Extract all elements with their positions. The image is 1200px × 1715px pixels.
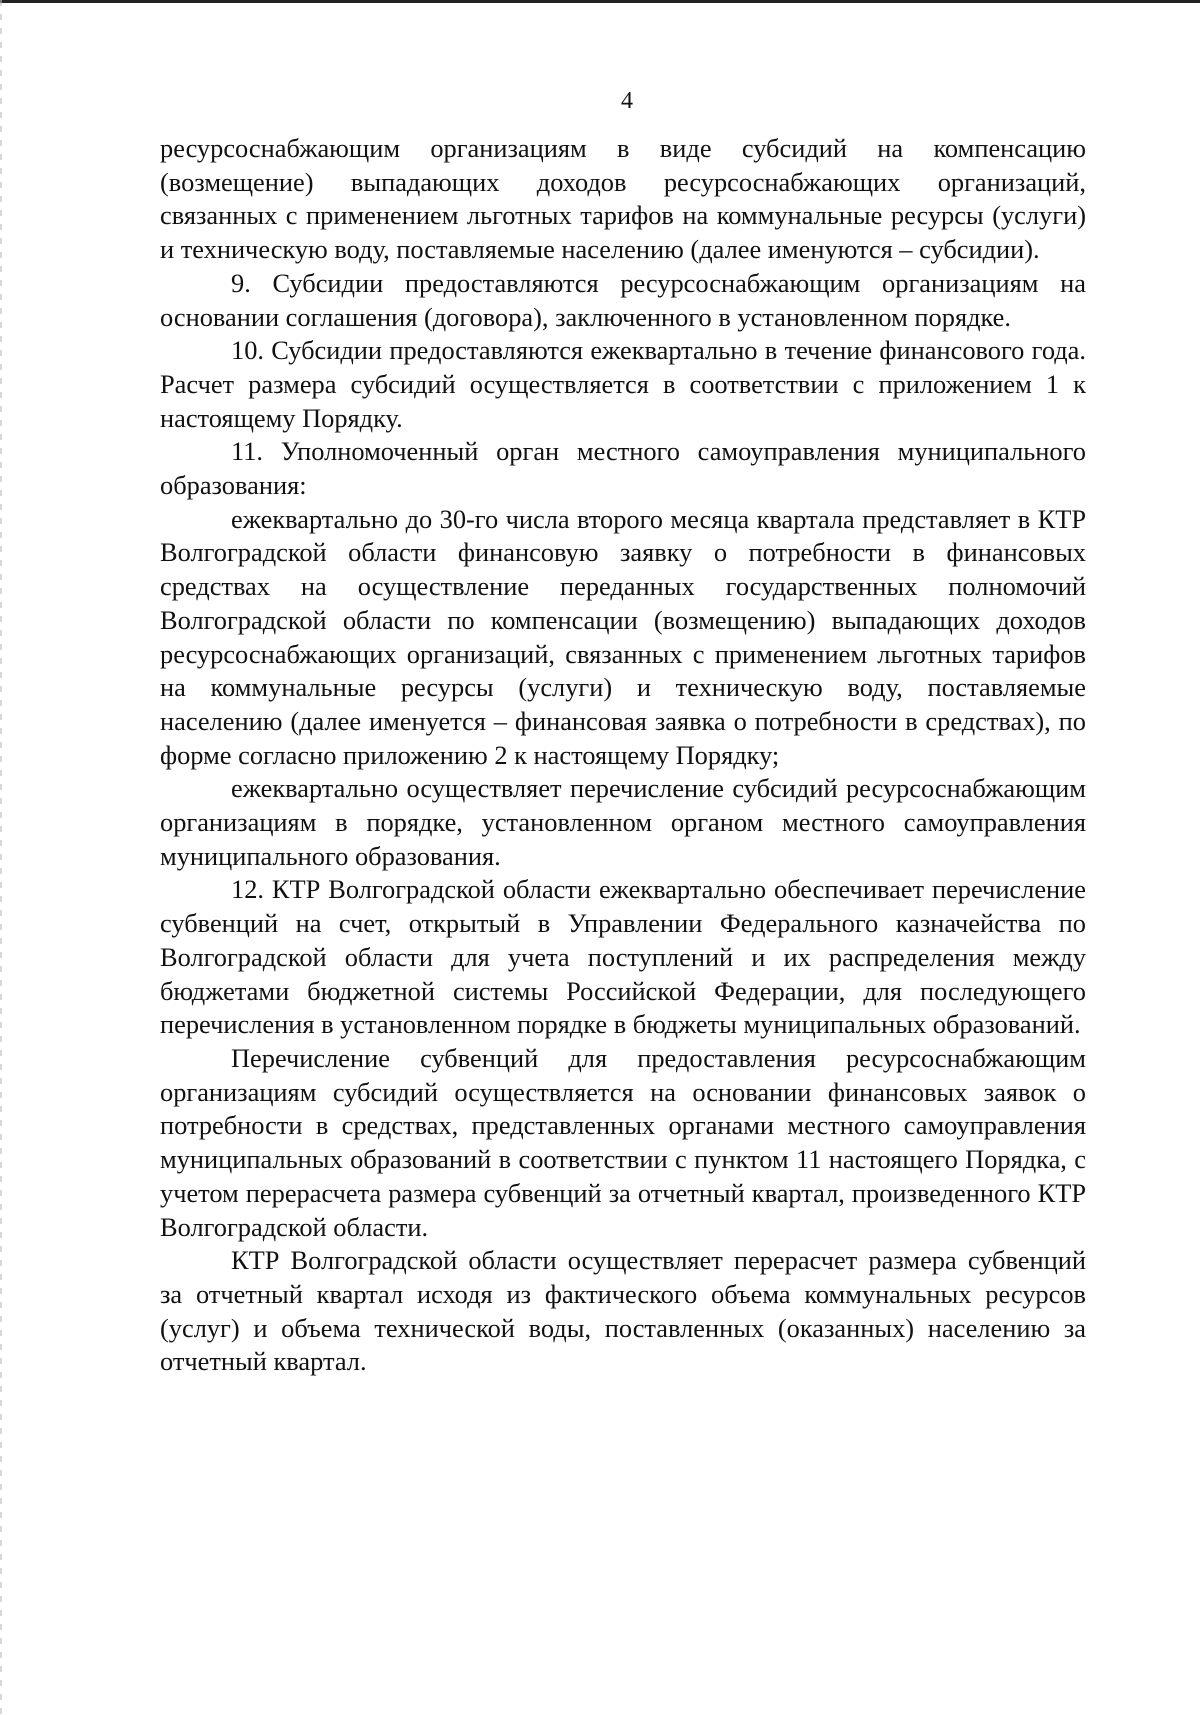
paragraph-clause-12-part-3: КТР Волгоградской области осуществляет перерасчет размера субвенций за отчетный квартал исходя из фактического объема коммунальных ресурсов (услуг) и объема технической воды, поставленных (оказанных) населению за отчетный квартал.: [160, 1245, 1086, 1377]
scan-left-edge: [0, 0, 2, 1715]
paragraph-clause-11: 11. Уполномоченный орган местного самоуправления муниципального образования:: [160, 436, 1086, 501]
document-body: [160, 132, 1086, 1379]
paragraph-clause-10: 10. Субсидии предоставляются ежеквартально в течение финансового года. Расчет размера субсидий осуществляется в соответствии с приложением 1 к настоящему Порядку.: [160, 335, 1086, 433]
paragraph-clause-11-item-2: ежеквартально осуществляет перечисление субсидий ресурсоснабжающим организациям в порядке, установленном органом местного самоуправления муниципального образования.: [160, 773, 1086, 871]
paragraph-clause-12: 12. КТР Волгоградской области ежеквартально обеспечивает перечисление субвенций на счет, открытый в Управлении Федерального казначейства по Волгоградской области для учета поступлений и их распределения между бюджетами бюджетной системы Российской Федерации, для последующего перечисления в установленном порядке в бюджеты муниципальных образований.: [160, 874, 1086, 1040]
paragraph-clause-9: 9. Субсидии предоставляются ресурсоснабжающим организациям на основании соглашения (договора), заключенного в установленном порядке.: [160, 267, 1086, 332]
paragraph-clause-12-part-2: Перечисление субвенций для предоставления ресурсоснабжающим организациям субсидий осуществляется на основании финансовых заявок о потребности в средствах, представленных органами местного самоуправления муниципальных образований в соответствии с пунктом 11 настоящего Порядка, с учетом перерасчета размера субвенций за отчетный квартал, произведенного КТР Волгоградской области.: [160, 1042, 1086, 1242]
scan-top-border: [0, 0, 1200, 3]
paragraph-clause-11-item-1: ежеквартально до 30-го числа второго месяца квартала представляет в КТР Волгоградской области финансовую заявку о потребности в финансовых средствах на осуществление переданных государственных полномочий Волгоградской области по компенсации (возмещению) выпадающих доходов ресурсоснабжающих организаций, связанных с применением льготных тарифов на коммунальные ресурсы (услуги) и техническую воду, поставляемые населению (далее именуется – финансовая заявка о потребности в средствах), по форме согласно приложению 2 к настоящему Порядку;: [160, 503, 1086, 770]
page-number: 4: [621, 88, 633, 114]
paragraph-continuation: ресурсоснабжающим организациям в виде субсидий на компенсацию (возмещение) выпадающих доходов ресурсоснабжающих организаций, связанных с применением льготных тарифов на коммунальные ресурсы (услуги) и техническую воду, поставляемые населению (далее именуются – субсидии).: [160, 133, 1086, 265]
